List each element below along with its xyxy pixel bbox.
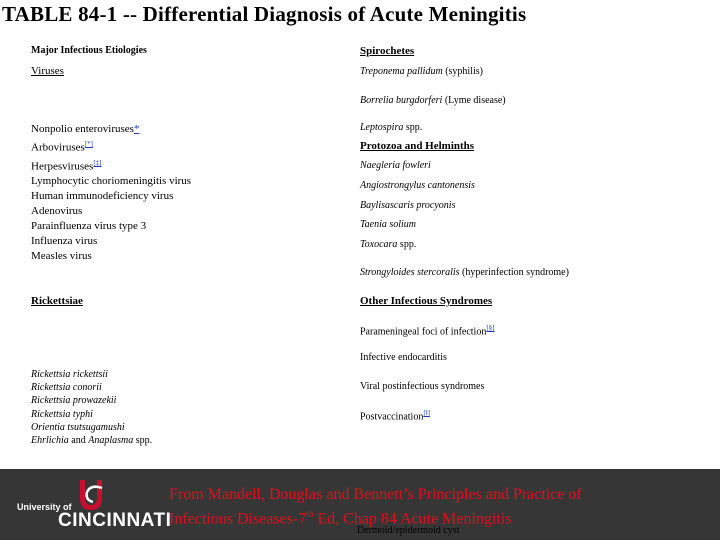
virus-item-4: Human immunodeficiency virus bbox=[31, 190, 174, 203]
other-item-2: Viral postinfectious syndromes bbox=[360, 381, 485, 392]
protozoa-item-4: Toxocara spp. bbox=[360, 239, 417, 250]
rickettsia-item-5: Ehrlichia and Anaplasma spp. bbox=[31, 435, 153, 447]
rickettsia-item-0: Rickettsia rickettsii bbox=[31, 369, 108, 380]
university-small-label: University of bbox=[17, 502, 72, 512]
virus-item-7: Influenza virus bbox=[31, 235, 98, 248]
other-item-3: Postvaccination[‖] bbox=[360, 409, 430, 423]
rickettsiae-list bbox=[31, 368, 152, 447]
protozoa-item-5: Strongyloides stercoralis (hyperinfection syndrome) bbox=[360, 267, 569, 278]
footnote-link[interactable]: * bbox=[133, 123, 140, 135]
virus-item-0: Nonpolio enteroviruses* bbox=[31, 123, 140, 135]
spirochetes-heading: Spirochetes bbox=[360, 45, 415, 57]
virus-item-3: Lymphocytic choriomeningitis virus bbox=[31, 175, 192, 188]
rickettsia-item-1: Rickettsia conorii bbox=[31, 382, 102, 394]
virus-item-6: Parainfluenza virus type 3 bbox=[31, 220, 147, 233]
protozoa-item-0: Naegleria fowleri bbox=[360, 160, 431, 171]
viruses-heading: Viruses bbox=[31, 65, 64, 77]
footnote-link[interactable]: [‡] bbox=[93, 158, 102, 167]
protozoa-heading: Protozoa and Helminths bbox=[360, 140, 475, 152]
rickettsia-item-3: Rickettsia typhi bbox=[31, 408, 93, 420]
rickettsia-item-4: Orientia tsutsugamushi bbox=[31, 421, 125, 433]
university-logo-icon bbox=[77, 478, 105, 512]
other-item-1: Infective endocarditis bbox=[360, 352, 447, 363]
university-name: CINCINNATI bbox=[58, 510, 172, 531]
overflow-text: Dermoid/epidermoid cyst bbox=[357, 525, 460, 536]
virus-item-1: Arboviruses[*] bbox=[31, 140, 93, 154]
protozoa-item-3: Taenia solium bbox=[360, 219, 417, 230]
page-title: TABLE 84-1 -- Differential Diagnosis of Acute Meningitis bbox=[2, 2, 527, 26]
footnote-link[interactable]: [‖] bbox=[423, 409, 430, 417]
viruses-list bbox=[31, 122, 191, 264]
footnote-link[interactable]: [*] bbox=[84, 140, 93, 148]
source-line-2: Infectious Diseases-7th Ed, Chap 84 Acute Meningitis bbox=[169, 509, 512, 528]
rickettsiae-heading: Rickettsiae bbox=[31, 295, 83, 307]
source-line-1: From Mandell, Douglas and Bennett’s Principles and Practice of bbox=[169, 486, 582, 503]
virus-item-8: Measles virus bbox=[31, 250, 92, 263]
major-etiologies-header: Major Infectious Etiologies bbox=[31, 45, 147, 56]
footnote-link[interactable]: [§] bbox=[486, 324, 495, 332]
spirochete-item-1: Borrelia burgdorferi (Lyme disease) bbox=[360, 95, 506, 106]
rickettsia-item-2: Rickettsia prowazekii bbox=[31, 395, 117, 407]
spirochete-item-2: Leptospira spp. bbox=[360, 122, 423, 133]
other-syndromes-heading: Other Infectious Syndromes bbox=[360, 295, 493, 307]
virus-item-5: Adenovirus bbox=[31, 205, 83, 218]
other-item-0: Parameningeal foci of infection[§] bbox=[360, 324, 495, 338]
protozoa-item-2: Baylisascaris procyonis bbox=[360, 200, 456, 211]
virus-item-2: Herpesviruses[‡] bbox=[31, 158, 102, 173]
protozoa-item-1: Angiostrongylus cantonensis bbox=[360, 180, 475, 191]
spirochete-item-0: Treponema pallidum (syphilis) bbox=[360, 66, 483, 77]
